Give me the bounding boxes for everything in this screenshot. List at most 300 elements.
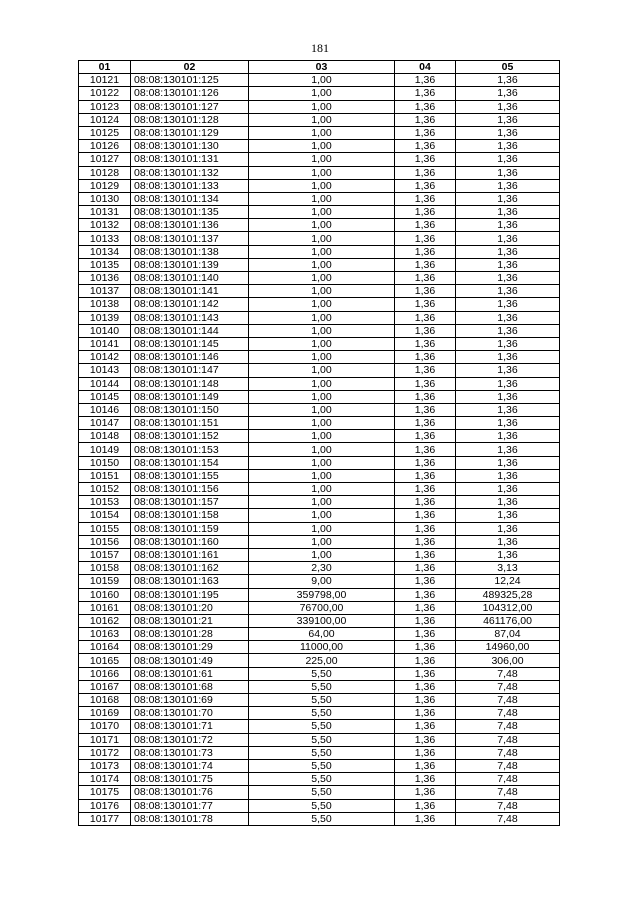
table-cell: 08:08:130101:28: [131, 628, 249, 641]
table-row: [79, 311, 560, 324]
table-cell: 2,30: [249, 562, 395, 575]
table-cell: 08:08:130101:162: [131, 562, 249, 575]
table-cell: 10171: [79, 733, 131, 746]
table-cell: 10143: [79, 364, 131, 377]
table-cell: 10147: [79, 417, 131, 430]
table-cell: 08:08:130101:131: [131, 153, 249, 166]
table-cell: 1,36: [395, 786, 456, 799]
table-cell: 10173: [79, 759, 131, 772]
table-cell: 10170: [79, 720, 131, 733]
table-cell: 1,00: [249, 443, 395, 456]
table-cell: 14960,00: [456, 641, 560, 654]
table-cell: 1,36: [395, 166, 456, 179]
table-cell: 1,36: [456, 298, 560, 311]
table-cell: 10131: [79, 206, 131, 219]
table-cell: 10126: [79, 140, 131, 153]
table-row: [79, 759, 560, 772]
header-row: [79, 61, 560, 74]
table-cell: 1,36: [395, 614, 456, 627]
table-cell: 1,36: [395, 140, 456, 153]
table-cell: 08:08:130101:126: [131, 87, 249, 100]
table-row: [79, 773, 560, 786]
table-cell: 08:08:130101:69: [131, 694, 249, 707]
table-cell: 08:08:130101:149: [131, 390, 249, 403]
table-cell: 5,50: [249, 733, 395, 746]
table-row: [79, 786, 560, 799]
table-cell: 08:08:130101:128: [131, 113, 249, 126]
table-cell: 1,36: [395, 707, 456, 720]
table-cell: 10159: [79, 575, 131, 588]
table-cell: 10176: [79, 799, 131, 812]
table-cell: 10134: [79, 245, 131, 258]
table-row: [79, 324, 560, 337]
table-cell: 08:08:130101:151: [131, 417, 249, 430]
table-row: [79, 667, 560, 680]
table-row: [79, 509, 560, 522]
table-cell: 08:08:130101:68: [131, 680, 249, 693]
table-cell: 1,36: [395, 206, 456, 219]
table-row: [79, 746, 560, 759]
table-cell: 5,50: [249, 799, 395, 812]
table-cell: 1,36: [395, 496, 456, 509]
table-cell: 1,36: [395, 588, 456, 601]
table-cell: 08:08:130101:158: [131, 509, 249, 522]
table-cell: 1,36: [456, 377, 560, 390]
table-cell: 1,00: [249, 272, 395, 285]
table-cell: 1,36: [456, 403, 560, 416]
table-cell: 5,50: [249, 707, 395, 720]
table-cell: 08:08:130101:147: [131, 364, 249, 377]
table-cell: 10133: [79, 232, 131, 245]
table-cell: 08:08:130101:142: [131, 298, 249, 311]
table-cell: 1,00: [249, 179, 395, 192]
column-header-02: 02: [131, 61, 249, 74]
table-row: [79, 430, 560, 443]
table-cell: 10165: [79, 654, 131, 667]
table-cell: 7,48: [456, 786, 560, 799]
table-cell: 1,36: [456, 417, 560, 430]
table-cell: 1,00: [249, 351, 395, 364]
table-cell: 1,36: [395, 417, 456, 430]
table-row: [79, 548, 560, 561]
table-cell: 1,36: [456, 87, 560, 100]
table-cell: 1,36: [395, 351, 456, 364]
table-row: [79, 74, 560, 87]
table-cell: 10135: [79, 258, 131, 271]
table-cell: 10148: [79, 430, 131, 443]
table-cell: 1,00: [249, 522, 395, 535]
table-cell: 08:08:130101:135: [131, 206, 249, 219]
table-cell: 1,36: [395, 311, 456, 324]
table-cell: 1,36: [456, 126, 560, 139]
table-cell: 1,36: [395, 337, 456, 350]
table-cell: 10160: [79, 588, 131, 601]
table-cell: 08:08:130101:163: [131, 575, 249, 588]
table-cell: 5,50: [249, 694, 395, 707]
table-cell: 08:08:130101:127: [131, 100, 249, 113]
table-cell: 1,36: [456, 469, 560, 482]
table-cell: 10162: [79, 614, 131, 627]
table-row: [79, 87, 560, 100]
table-row: [79, 219, 560, 232]
table-cell: 08:08:130101:157: [131, 496, 249, 509]
table-cell: 7,48: [456, 773, 560, 786]
table-cell: 10140: [79, 324, 131, 337]
table-row: [79, 469, 560, 482]
column-header-05: 05: [456, 61, 560, 74]
table-cell: 1,00: [249, 166, 395, 179]
table-cell: 7,48: [456, 799, 560, 812]
table-cell: 1,00: [249, 126, 395, 139]
table-cell: 1,36: [395, 759, 456, 772]
column-header-03: 03: [249, 61, 395, 74]
table-cell: 08:08:130101:154: [131, 456, 249, 469]
table-cell: 1,36: [395, 126, 456, 139]
table-row: [79, 377, 560, 390]
table-cell: 1,36: [395, 258, 456, 271]
table-cell: 1,00: [249, 337, 395, 350]
table-row: [79, 694, 560, 707]
table-cell: 10144: [79, 377, 131, 390]
table-cell: 1,36: [456, 192, 560, 205]
table-cell: 1,36: [395, 87, 456, 100]
table-cell: 1,36: [395, 667, 456, 680]
table-cell: 10142: [79, 351, 131, 364]
table-cell: 1,00: [249, 219, 395, 232]
table-cell: 10175: [79, 786, 131, 799]
table-cell: 1,36: [395, 364, 456, 377]
table-cell: 1,36: [395, 377, 456, 390]
table-row: [79, 628, 560, 641]
table-cell: 10169: [79, 707, 131, 720]
table-cell: 5,50: [249, 680, 395, 693]
table-row: [79, 522, 560, 535]
table-cell: 1,36: [456, 483, 560, 496]
table-cell: 10167: [79, 680, 131, 693]
table-cell: 7,48: [456, 812, 560, 825]
table-cell: 1,00: [249, 258, 395, 271]
table-cell: 1,36: [456, 100, 560, 113]
table-body: [79, 74, 560, 826]
table-cell: 1,00: [249, 548, 395, 561]
table-cell: 10127: [79, 153, 131, 166]
table-cell: 104312,00: [456, 601, 560, 614]
table-cell: 08:08:130101:78: [131, 812, 249, 825]
table-cell: 1,36: [395, 192, 456, 205]
table-cell: 1,36: [456, 351, 560, 364]
table-cell: 1,36: [456, 390, 560, 403]
table-cell: 1,36: [456, 219, 560, 232]
table-cell: 1,36: [395, 733, 456, 746]
table-cell: 1,00: [249, 285, 395, 298]
table-row: [79, 390, 560, 403]
table-cell: 1,36: [395, 509, 456, 522]
table-cell: 1,36: [395, 773, 456, 786]
table-cell: 1,00: [249, 311, 395, 324]
table-cell: 08:08:130101:49: [131, 654, 249, 667]
table-cell: 7,48: [456, 667, 560, 680]
column-header-04: 04: [395, 61, 456, 74]
table-row: [79, 153, 560, 166]
table-cell: 10161: [79, 601, 131, 614]
table-cell: 08:08:130101:160: [131, 535, 249, 548]
table-cell: 7,48: [456, 746, 560, 759]
table-cell: 1,36: [456, 140, 560, 153]
table-cell: 1,36: [395, 628, 456, 641]
table-cell: 10122: [79, 87, 131, 100]
table-row: [79, 588, 560, 601]
table-cell: 08:08:130101:153: [131, 443, 249, 456]
table-cell: 1,00: [249, 74, 395, 87]
table-row: [79, 100, 560, 113]
table-cell: 1,00: [249, 100, 395, 113]
table-cell: 1,36: [395, 219, 456, 232]
table-cell: 7,48: [456, 707, 560, 720]
table-cell: 1,36: [395, 430, 456, 443]
table-cell: 08:08:130101:139: [131, 258, 249, 271]
table-row: [79, 245, 560, 258]
table-cell: 1,00: [249, 509, 395, 522]
table-cell: 10153: [79, 496, 131, 509]
table-cell: 10164: [79, 641, 131, 654]
table-cell: 10141: [79, 337, 131, 350]
table-cell: 461176,00: [456, 614, 560, 627]
table-cell: 10123: [79, 100, 131, 113]
table-cell: 08:08:130101:70: [131, 707, 249, 720]
table-cell: 1,00: [249, 113, 395, 126]
table-cell: 08:08:130101:195: [131, 588, 249, 601]
table-cell: 1,36: [456, 245, 560, 258]
table-cell: 1,36: [395, 746, 456, 759]
table-cell: 1,36: [456, 206, 560, 219]
table-row: [79, 812, 560, 825]
table-cell: 10128: [79, 166, 131, 179]
table-cell: 08:08:130101:29: [131, 641, 249, 654]
table-cell: 10132: [79, 219, 131, 232]
table-cell: 08:08:130101:20: [131, 601, 249, 614]
table-cell: 1,36: [395, 483, 456, 496]
table-cell: 1,00: [249, 430, 395, 443]
table-cell: 1,36: [395, 812, 456, 825]
table-cell: 08:08:130101:150: [131, 403, 249, 416]
table-cell: 1,36: [456, 509, 560, 522]
table-cell: 08:08:130101:138: [131, 245, 249, 258]
table-cell: 10177: [79, 812, 131, 825]
table-cell: 08:08:130101:156: [131, 483, 249, 496]
table-cell: 5,50: [249, 773, 395, 786]
table-cell: 87,04: [456, 628, 560, 641]
table-cell: 1,36: [456, 232, 560, 245]
table-cell: 1,00: [249, 456, 395, 469]
table-cell: 7,48: [456, 720, 560, 733]
table-row: [79, 562, 560, 575]
table-cell: 1,36: [456, 285, 560, 298]
table-cell: 1,36: [456, 364, 560, 377]
table-cell: 1,36: [395, 272, 456, 285]
table-cell: 5,50: [249, 759, 395, 772]
table-cell: 10151: [79, 469, 131, 482]
table-cell: 1,00: [249, 324, 395, 337]
table-cell: 08:08:130101:152: [131, 430, 249, 443]
table-cell: 10155: [79, 522, 131, 535]
table-cell: 10152: [79, 483, 131, 496]
table-row: [79, 166, 560, 179]
table-cell: 08:08:130101:72: [131, 733, 249, 746]
table-cell: 08:08:130101:137: [131, 232, 249, 245]
table-cell: 1,36: [395, 799, 456, 812]
table-cell: 08:08:130101:133: [131, 179, 249, 192]
table-cell: 1,00: [249, 232, 395, 245]
table-row: [79, 614, 560, 627]
table-cell: 08:08:130101:136: [131, 219, 249, 232]
table-cell: 10124: [79, 113, 131, 126]
table-cell: 08:08:130101:159: [131, 522, 249, 535]
table-cell: 08:08:130101:77: [131, 799, 249, 812]
table-cell: 10146: [79, 403, 131, 416]
table-cell: 10137: [79, 285, 131, 298]
table-cell: 08:08:130101:144: [131, 324, 249, 337]
table-row: [79, 799, 560, 812]
table-cell: 1,36: [395, 298, 456, 311]
table-cell: 10150: [79, 456, 131, 469]
table-cell: 08:08:130101:143: [131, 311, 249, 324]
table-cell: 08:08:130101:71: [131, 720, 249, 733]
table-cell: 1,00: [249, 153, 395, 166]
table-header: [79, 61, 560, 74]
page-number: 181: [311, 41, 329, 55]
table-cell: 1,36: [456, 113, 560, 126]
table-cell: 1,36: [456, 272, 560, 285]
table-cell: 1,36: [395, 720, 456, 733]
table-cell: 08:08:130101:130: [131, 140, 249, 153]
column-header-01: 01: [79, 61, 131, 74]
table-row: [79, 680, 560, 693]
table-row: [79, 417, 560, 430]
table-cell: 1,36: [395, 232, 456, 245]
table-cell: 12,24: [456, 575, 560, 588]
table-cell: 1,36: [395, 575, 456, 588]
table-cell: 1,00: [249, 496, 395, 509]
table-cell: 1,36: [456, 337, 560, 350]
table-cell: 1,00: [249, 390, 395, 403]
table-cell: 1,00: [249, 87, 395, 100]
table-cell: 306,00: [456, 654, 560, 667]
table-cell: 08:08:130101:148: [131, 377, 249, 390]
table-row: [79, 337, 560, 350]
table-cell: 1,36: [395, 443, 456, 456]
table-row: [79, 179, 560, 192]
table-cell: 1,00: [249, 364, 395, 377]
table-row: [79, 456, 560, 469]
table-cell: 1,36: [456, 311, 560, 324]
table-cell: 10157: [79, 548, 131, 561]
table-cell: 10172: [79, 746, 131, 759]
table-row: [79, 707, 560, 720]
table-row: [79, 483, 560, 496]
table-row: [79, 641, 560, 654]
table-cell: 08:08:130101:73: [131, 746, 249, 759]
table-cell: 1,36: [456, 443, 560, 456]
table-cell: 08:08:130101:141: [131, 285, 249, 298]
table-cell: 339100,00: [249, 614, 395, 627]
table-cell: 7,48: [456, 759, 560, 772]
table-cell: 1,36: [395, 153, 456, 166]
table-row: [79, 496, 560, 509]
table-cell: 1,36: [395, 390, 456, 403]
table-cell: 10129: [79, 179, 131, 192]
table-cell: 7,48: [456, 733, 560, 746]
table-row: [79, 733, 560, 746]
table-row: [79, 258, 560, 271]
table-cell: 10166: [79, 667, 131, 680]
table-cell: 1,36: [456, 74, 560, 87]
table-cell: 08:08:130101:125: [131, 74, 249, 87]
table-cell: 08:08:130101:146: [131, 351, 249, 364]
table-cell: 10158: [79, 562, 131, 575]
table-cell: 9,00: [249, 575, 395, 588]
table-cell: 1,36: [395, 113, 456, 126]
table-cell: 1,36: [395, 403, 456, 416]
table-row: [79, 403, 560, 416]
table-cell: 7,48: [456, 694, 560, 707]
table-cell: 10154: [79, 509, 131, 522]
table-cell: 08:08:130101:74: [131, 759, 249, 772]
table-cell: 1,00: [249, 483, 395, 496]
table-cell: 1,36: [456, 548, 560, 561]
table-row: [79, 654, 560, 667]
table-cell: 5,50: [249, 667, 395, 680]
table-cell: 1,36: [395, 469, 456, 482]
table-cell: 08:08:130101:75: [131, 773, 249, 786]
table-cell: 1,00: [249, 192, 395, 205]
table-cell: 225,00: [249, 654, 395, 667]
table-cell: 5,50: [249, 720, 395, 733]
table-cell: 1,00: [249, 377, 395, 390]
table-cell: 08:08:130101:140: [131, 272, 249, 285]
table-cell: 10125: [79, 126, 131, 139]
table-row: [79, 272, 560, 285]
table-cell: 08:08:130101:145: [131, 337, 249, 350]
table-row: [79, 535, 560, 548]
table-row: [79, 720, 560, 733]
table-row: [79, 206, 560, 219]
table-cell: 5,50: [249, 812, 395, 825]
table-row: [79, 232, 560, 245]
table-cell: 1,00: [249, 469, 395, 482]
table-row: [79, 364, 560, 377]
table-cell: 10138: [79, 298, 131, 311]
table-cell: 64,00: [249, 628, 395, 641]
table-cell: 1,00: [249, 206, 395, 219]
table-cell: 1,36: [395, 654, 456, 667]
table-cell: 1,36: [395, 680, 456, 693]
table-cell: 1,36: [395, 179, 456, 192]
table-cell: 10139: [79, 311, 131, 324]
table-cell: 3,13: [456, 562, 560, 575]
table-cell: 1,36: [395, 74, 456, 87]
table-row: [79, 192, 560, 205]
table-cell: 1,36: [395, 562, 456, 575]
table-cell: 1,00: [249, 403, 395, 416]
table-cell: 10156: [79, 535, 131, 548]
table-cell: 1,36: [395, 601, 456, 614]
table-cell: 08:08:130101:161: [131, 548, 249, 561]
table-cell: 1,36: [395, 456, 456, 469]
table-cell: 1,36: [456, 456, 560, 469]
table-cell: 1,36: [456, 535, 560, 548]
table-cell: 10163: [79, 628, 131, 641]
table-cell: 1,36: [395, 641, 456, 654]
